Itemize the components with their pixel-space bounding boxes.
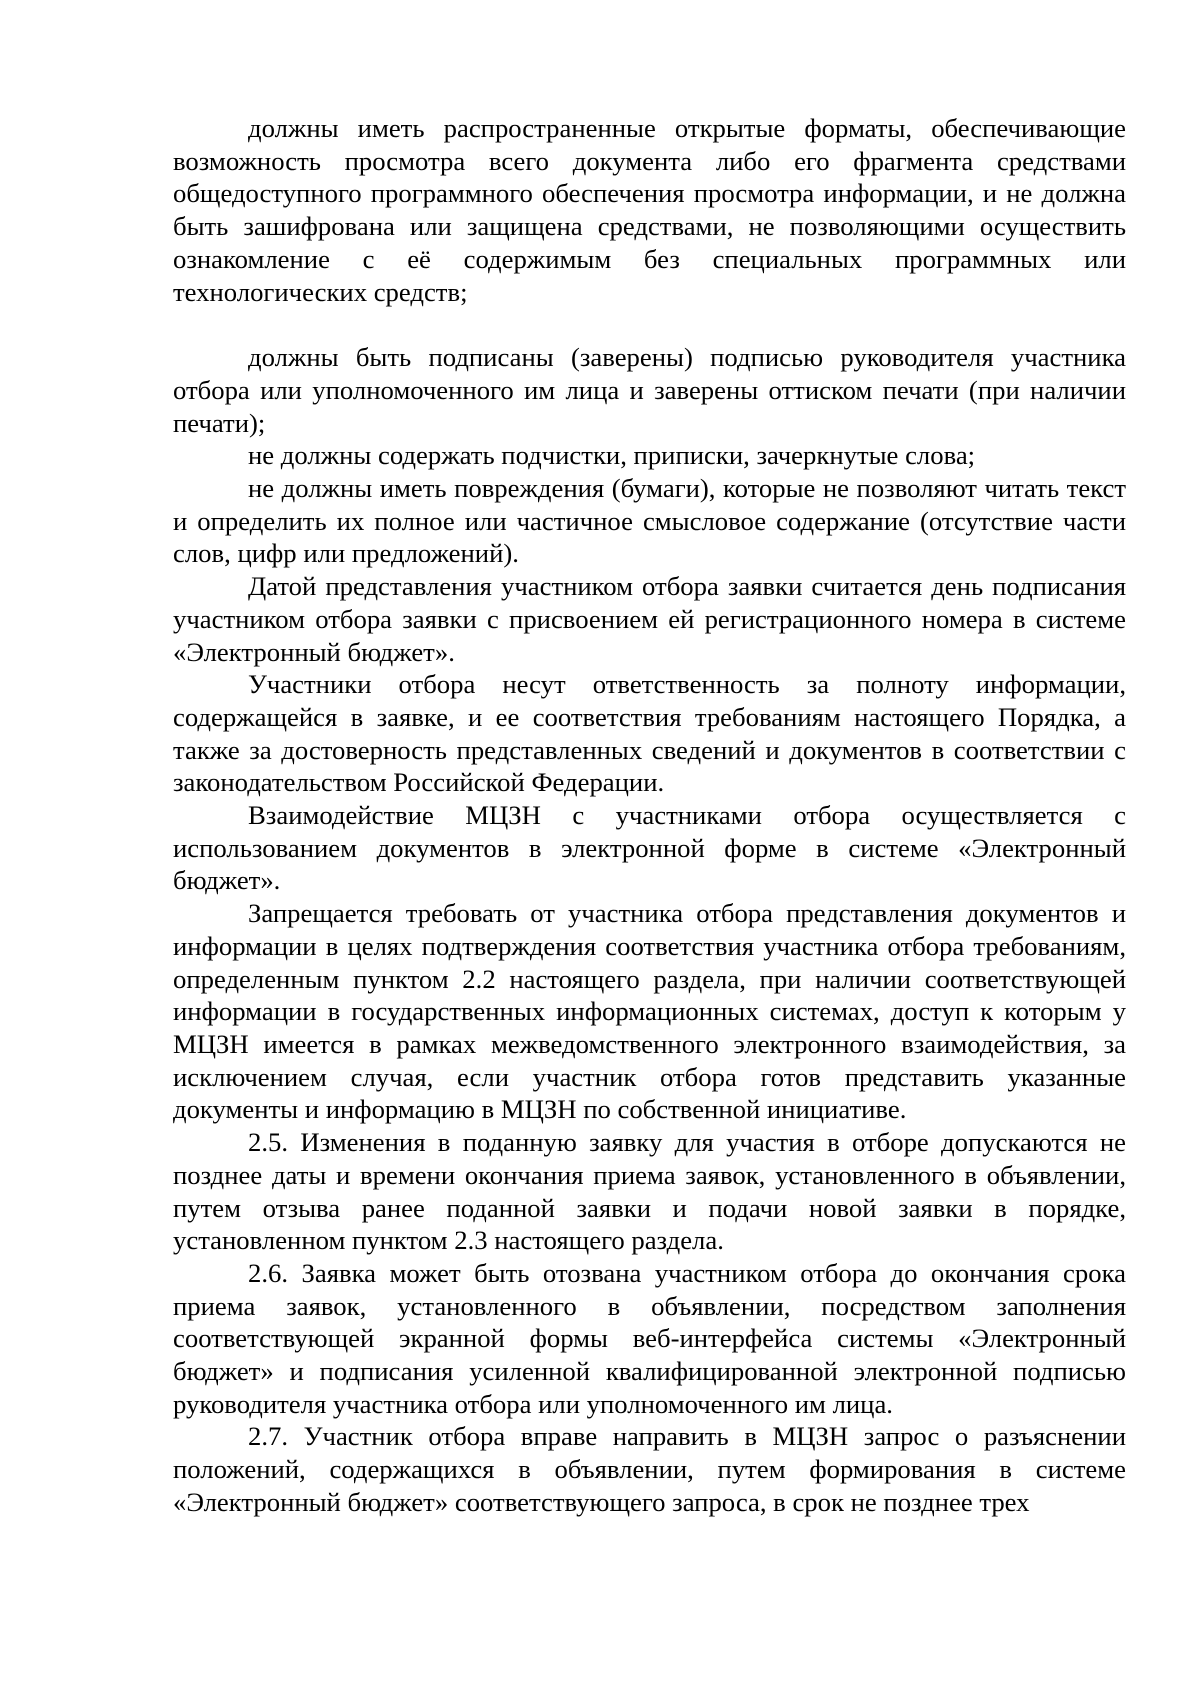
paragraph-electronic-interaction: Взаимодействие МЦЗН с участниками отбора осуществляется с использованием документов в электронной форме в системе «Электронный бюджет». [173, 800, 1126, 896]
paragraph-file-format-requirements: должны иметь распространенные открытые форматы, обеспечивающие возможность просмотра всего документа либо его фрагмента средствами общедоступного программного обеспечения просмотра информации, и не должна быть зашифрована или защищена средствами, не позволяющими осуществить ознакомление с её содержимым без специальных программных или технологических средств; [173, 113, 1126, 307]
paragraph-document-request-prohibition: Запрещается требовать от участника отбора представления документов и информации в целях подтверждения соответствия участника отбора требованиям, определенным пунктом 2.2 настоящего раздела, при наличии соответствующей информации в государственных информационных системах, доступ к которым у МЦЗН имеется в рамках межведомственного электронного взаимодействия, за исключением случая, если участник отбора готов представить указанные документы и информацию в МЦЗН по собственной инициативе. [173, 898, 1126, 1125]
paragraph-submission-date: Датой представления участником отбора заявки считается день подписания участником отбора заявки с присвоением ей регистрационного номера в системе «Электронный бюджет». [173, 571, 1126, 667]
paragraph-no-damage: не должны иметь повреждения (бумаги), которые не позволяют читать текст и определить их полное или частичное смысловое содержание (отсутствие части слов, цифр или предложений). [173, 473, 1126, 569]
paragraph-no-corrections: не должны содержать подчистки, приписки, зачеркнутые слова; [248, 440, 976, 471]
paragraph-spacer [173, 308, 1126, 341]
paragraph-participant-responsibility: Участники отбора несут ответственность за полноту информации, содержащейся в заявке, и ее соответствия требованиям настоящего Порядка, а также за достоверность представленных сведений и документов в соответствии с законодательством Российской Федерации. [173, 669, 1126, 798]
paragraph-section-2-7: 2.7. Участник отбора вправе направить в МЦЗН запрос о разъяснении положений, содержащихся в объявлении, путем формирования в системе «Электронный бюджет» соответствующего запроса, в срок не позднее трех [173, 1421, 1126, 1517]
paragraph-section-2-6: 2.6. Заявка может быть отозвана участником отбора до окончания срока приема заявок, установленного в объявлении, посредством заполнения соответствующей экранной формы веб-интерфейса системы «Электронный бюджет» и подписания усиленной квалифицированной электронной подписью руководителя участника отбора или уполномоченного им лица. [173, 1257, 1126, 1419]
paragraph-section-2-5: 2.5. Изменения в поданную заявку для участия в отборе допускаются не позднее даты и времени окончания приема заявок, установленного в объявлении, путем отзыва ранее поданной заявки и подачи новой заявки в порядке, установленном пунктом 2.3 настоящего раздела. [173, 1127, 1126, 1256]
paragraph-signature-requirements: должны быть подписаны (заверены) подписью руководителя участника отбора или уполномоченного им лица и заверены оттиском печати (при наличии печати); [173, 342, 1126, 438]
document-page [173, 112, 1126, 1519]
